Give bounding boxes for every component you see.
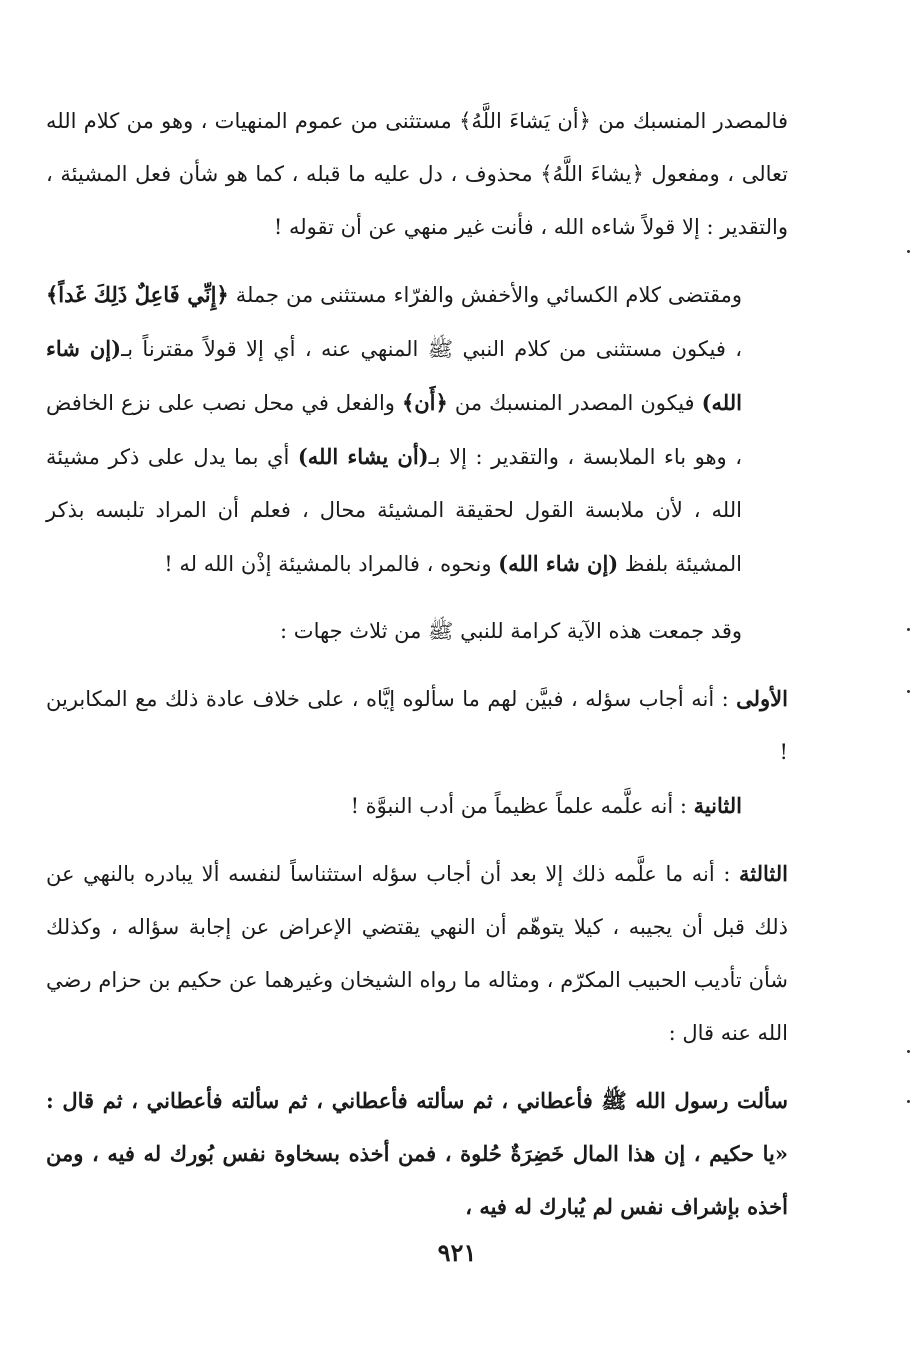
paragraph-text: : أنه ما علَّمه ذلك إلا بعد أن أجاب سؤله استثناساً لنفسه ألا يبادره بالنهي عن ذلك قبل أن يجيبه ، كيلا يتوهّم أن النهي يقتضي الإعراض عن إجابة سؤاله ، وكذلك شأن تأديب الحبيب المكرّم ، ومثاله ما رواه الشيخان وغيرهما عن حكيم بن حزام رضي الله عنه قال : bbox=[46, 862, 788, 1045]
paragraph-text: فيكون المصدر المنسبك من bbox=[447, 391, 702, 415]
paragraph-gap bbox=[46, 591, 788, 605]
paragraph-text: ومقتضى كلام الكسائي والأخفش والفرّاء مستثنى من جملة bbox=[228, 283, 742, 307]
paragraph-text: فالمصدر المنسبك من ﴿أن يَشاءَ اللَّهُ﴾ مستثنى من عموم المنهيات ، وهو من كلام الله تعالى ، ومفعول ﴿يشاءَ اللَّهُ﴾ محذوف ، دل عليه ما قبله ، كما هو شأن فعل المشيئة ، والتقدير : إلا قولاً شاءه الله ، فأنت غير منهي عن أن تقوله ! bbox=[46, 109, 788, 239]
paragraph-text: وقد جمعت هذه الآية كرامة للنبي ﷺ من ثلاث جهات : bbox=[280, 619, 742, 643]
bold-phrase: (إن شاء الله) bbox=[498, 551, 619, 576]
aspect-label: الأولى bbox=[736, 686, 788, 711]
paragraph-text: ونحوه ، فالمراد بالمشيئة إذْن الله له ! bbox=[164, 552, 499, 576]
hadith-text: سألت رسول الله ﷺ فأعطاني ، ثم سألته فأعطاني ، ثم سألته فأعطاني ، ثم قال : «يا حكيم ، إن هذا المال خَضِرَةٌ حُلوة ، فمن أخذه بسخاوة نفس بُورك له فيه ، ومن أخذه بإشراف نفس لم يُبارك له فيه ، bbox=[46, 1088, 788, 1219]
scan-dot bbox=[907, 250, 910, 253]
quranic-quote: ﴿إِنِّي فَاعِلٌ ذَلِكَ غَداً﴾ bbox=[46, 282, 229, 307]
paragraph-three-aspects bbox=[46, 605, 788, 658]
page-number: ٩٢١ bbox=[437, 1238, 477, 1267]
paragraph-masdar-explanation bbox=[46, 95, 788, 254]
paragraph-hadith-quote bbox=[46, 1074, 788, 1233]
paragraph-text: ، فيكون مستثنى من كلام النبي ﷺ المنهي عنه ، أي إلا قولاً مقترناً بـ bbox=[121, 337, 742, 361]
paragraph-text: أي بما يدل على ذكر مشيئة الله ، لأن ملابسة القول لحقيقة المشيئة محال ، فعلم أن المراد تلبسه بذكر المشيئة بلفظ bbox=[46, 445, 742, 576]
aspect-label: الثانية bbox=[693, 793, 742, 818]
paragraph-gap bbox=[46, 833, 788, 847]
body-text bbox=[46, 95, 788, 1233]
scan-dot bbox=[907, 1050, 910, 1053]
paragraph-text: والفعل في محل نصب على نزع الخافض ، وهو باء الملابسة ، والتقدير : إلا بـ bbox=[46, 391, 743, 469]
paragraph-first-aspect bbox=[46, 672, 788, 779]
bold-phrase: (أن يشاء الله) bbox=[297, 444, 429, 469]
paragraph-gap bbox=[46, 254, 788, 268]
paragraph-gap bbox=[46, 658, 788, 672]
paragraph-kisai-opinion bbox=[46, 268, 788, 591]
scan-dot bbox=[907, 628, 910, 631]
paragraph-text: : أنه أجاب سؤله ، فبيَّن لهم ما سألوه إيَّاه ، على خلاف عادة ذلك مع المكابرين ! bbox=[46, 687, 788, 764]
paragraph-third-aspect bbox=[46, 847, 788, 1060]
aspect-label: الثالثة bbox=[739, 861, 788, 886]
bold-phrase: (إن شاء الله) bbox=[46, 336, 742, 415]
quranic-quote: ﴿أَن﴾ bbox=[401, 390, 448, 415]
paragraph-gap bbox=[46, 1060, 788, 1074]
scan-dot bbox=[907, 1100, 910, 1103]
scan-dot bbox=[907, 690, 910, 693]
paragraph-second-aspect bbox=[46, 779, 788, 833]
paragraph-text: : أنه علَّمه علماً عظيماً من أدب النبوَّة ! bbox=[350, 794, 694, 818]
